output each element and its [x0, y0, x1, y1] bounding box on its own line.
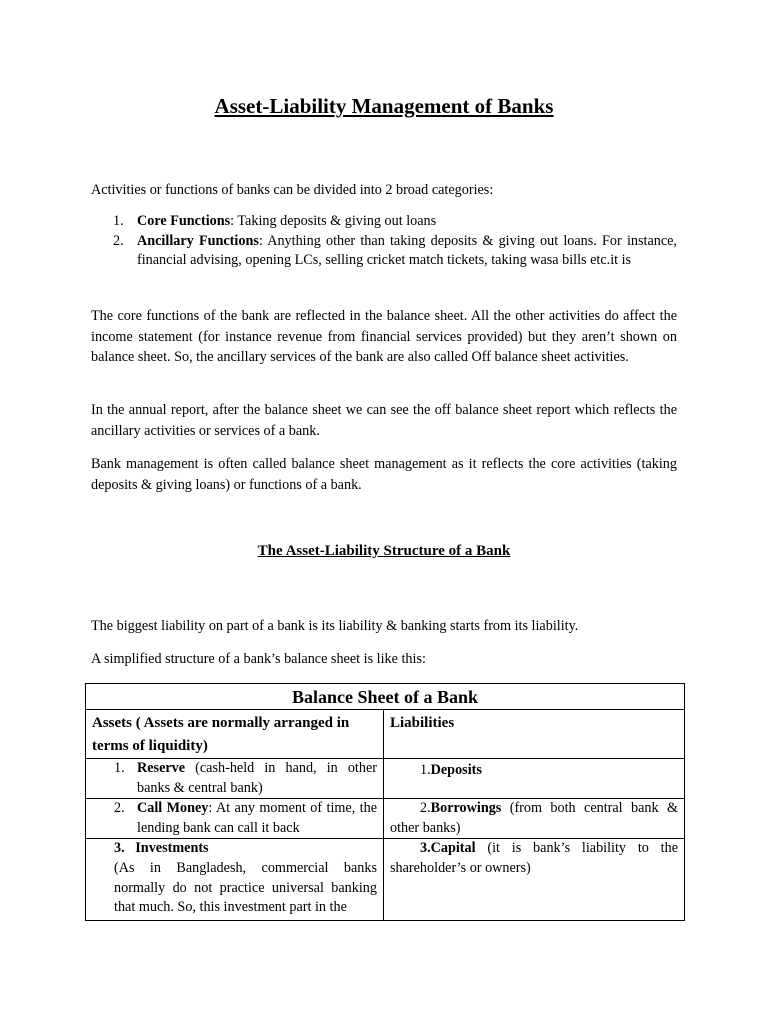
asset-text: (As in Bangladesh, commercial banks normally do not practice universal banking that much. So, this investment part in the [114, 859, 377, 916]
asset-number: 1. [114, 760, 125, 776]
core-functions-paragraph: The core functions of the bank are reflected in the balance sheet. All the other activities do affect the income statement (for instance revenue from financial services provided) but they aren’t shown on balance sheet. So, the ancillary services of the bank are also called Off balance sheet activities. [91, 308, 677, 366]
asset-term: Call Money [137, 800, 209, 817]
document-title: Asset-Liability Management of Banks [214, 94, 554, 118]
list-item [91, 232, 677, 271]
section-subtitle: The Asset-Liability Structure of a Bank [257, 543, 511, 559]
asset-term: Reserve [137, 760, 186, 776]
liability-cell [384, 799, 685, 839]
list-term: Core Functions [137, 213, 231, 229]
asset-text: (cash-held in hand, in other banks & central bank) [137, 760, 377, 796]
intro-paragraph: Activities or functions of banks can be divided into 2 broad categories: [91, 182, 494, 198]
liabilities-header: Liabilities [384, 710, 685, 759]
list-number: 1. [113, 213, 124, 229]
liability-number: 3. [420, 840, 431, 857]
assets-header: Assets ( Assets are normally arranged in terms of liquidity) [86, 710, 384, 759]
liability-number: 2. [420, 800, 431, 817]
liability-cell [384, 839, 685, 920]
table-row [86, 759, 685, 799]
balance-sheet-table [85, 683, 685, 921]
asset-number: 3. [114, 840, 125, 857]
management-paragraph: Bank management is often called balance sheet management as it reflects the core activities (taking deposits & giving loans) or functions of a bank. [91, 456, 677, 493]
liability-paragraph: The biggest liability on part of a bank is its liability & banking starts from its liability. [91, 618, 579, 634]
list-item [91, 212, 677, 232]
asset-term: Investments [135, 840, 209, 857]
liability-term: Borrowings [430, 800, 502, 817]
asset-number: 2. [114, 800, 125, 817]
list-term: Ancillary Functions [137, 232, 259, 249]
table-row [86, 799, 685, 839]
asset-cell [86, 799, 384, 839]
functions-list [91, 212, 677, 271]
annual-report-paragraph: In the annual report, after the balance sheet we can see the off balance sheet report which reflects the ancillary activities or services of a bank. [91, 402, 677, 439]
asset-text: : At any moment of time, the lending bank can call it back [137, 800, 377, 836]
list-number: 2. [113, 232, 124, 249]
liability-term: Deposits [430, 762, 482, 778]
liability-term: Capital [430, 840, 476, 857]
asset-cell [86, 839, 384, 920]
liability-text: (from both central bank & other banks) [390, 800, 678, 836]
list-text: : Taking deposits & giving out loans [230, 213, 437, 229]
liability-number: 1. [420, 762, 431, 778]
simplified-paragraph: A simplified structure of a bank’s balance sheet is like this: [91, 651, 426, 667]
liability-text: (it is bank’s liability to the shareholder’s or owners) [390, 840, 678, 876]
liability-cell [384, 759, 685, 799]
table-row [86, 839, 685, 920]
list-text: : Anything other than taking deposits & giving out loans. For instance, financial advising, opening LCs, selling cricket match tickets, taking wasa bills etc.it is [137, 232, 677, 269]
table-caption: Balance Sheet of a Bank [86, 684, 685, 710]
asset-cell [86, 759, 384, 799]
